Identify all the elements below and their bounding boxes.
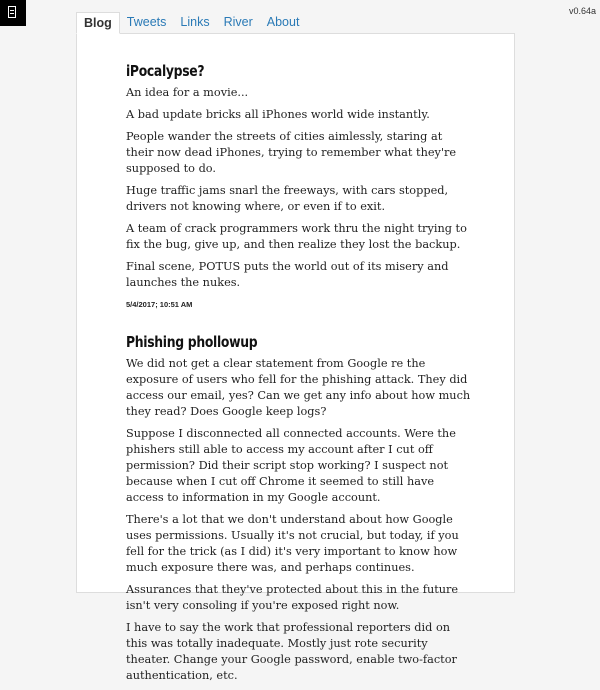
tab-bar — [76, 12, 306, 34]
post-paragraph: I have to say the work that professional reporters did on this was totally inadequate. Mostly just rote security theater. Change your Google password, enable two-factor authentication, etc. — [126, 621, 457, 682]
post-paragraph: Assurances that they've protected about this in the future isn't very consoling if you're exposed right now. — [126, 583, 459, 612]
post-paragraph: People wander the streets of cities aimlessly, staring at their now dead iPhones, trying to remember what they're supposed to do. — [126, 130, 457, 175]
site-logo[interactable] — [0, 0, 26, 26]
tab-blog[interactable]: Blog — [76, 12, 120, 34]
blog-panel — [76, 33, 515, 682]
post-list — [126, 62, 471, 690]
tab-about[interactable]: About — [266, 15, 300, 29]
post-paragraph: There's a lot that we don't understand about how Google uses permissions. Usually it's not crucial, but today, if you fell for the trick (as I did) it's very important to know how much exposure there was, and perhaps continues. — [126, 513, 459, 574]
post-paragraph: A bad update bricks all iPhones world wide instantly. — [126, 108, 430, 121]
tab-links[interactable]: Links — [180, 15, 210, 29]
post — [126, 333, 471, 684]
post-paragraph: An idea for a movie... — [126, 86, 249, 99]
post-paragraph: Final scene, POTUS puts the world out of its misery and launches the nukes. — [126, 260, 449, 289]
tab-tweets[interactable]: Tweets — [126, 15, 167, 29]
post-timestamp[interactable]: 5/4/2017; 10:51 AM — [126, 300, 193, 309]
tab-river[interactable]: River — [223, 15, 253, 29]
post-paragraph: Huge traffic jams snarl the freeways, with cars stopped, drivers not knowing where, or even if to exit. — [126, 184, 449, 213]
post-paragraph: Suppose I disconnected all connected accounts. Were the phishers still able to access my account after I cut off permission? Did their script stop working? I suspect not because when I cut off Chrome it seemed to still have access to information in my Google account. — [126, 427, 456, 504]
post — [126, 62, 471, 309]
document-icon — [8, 6, 16, 18]
post-title[interactable]: iPocalypse? — [126, 62, 205, 80]
post-paragraph: A team of crack programmers work thru the night trying to fix the bug, give up, and then realize they lost the backup. — [126, 222, 467, 251]
version-label: v0.64a — [568, 6, 596, 16]
post-title[interactable]: Phishing phollowup — [126, 333, 258, 351]
post-paragraph: We did not get a clear statement from Google re the exposure of users who fell for the phishing attack. They did access our email, yes? Can we get any info about how much they read? Does Google keep logs? — [126, 357, 471, 418]
